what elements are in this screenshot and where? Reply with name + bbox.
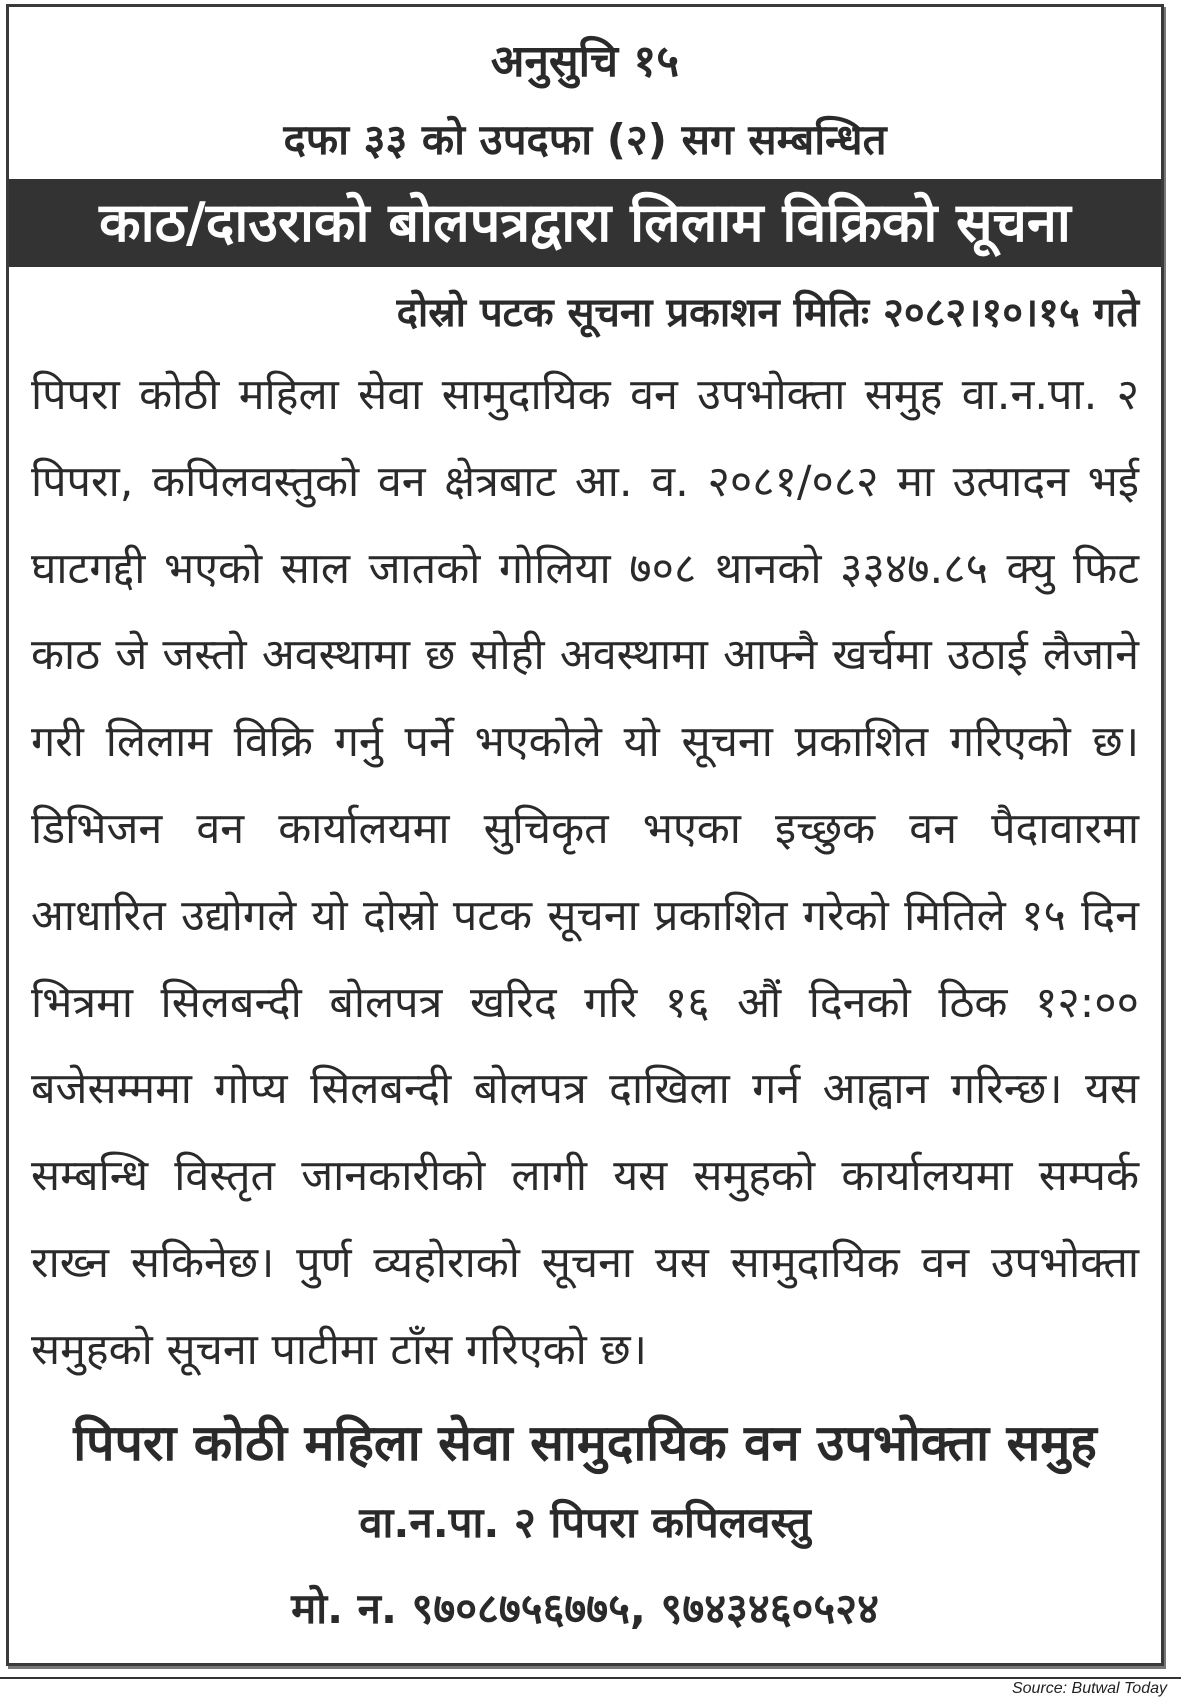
body-line: सम्बन्धि विस्तृत जानकारीको लागी यस समुहको कार्यालयमा सम्पर्क bbox=[31, 1151, 1139, 1202]
schedule-heading: अनुसुचि १५ bbox=[490, 36, 680, 87]
body-line: गरी लिलाम विक्रि गर्नु पर्ने भएकोले यो सूचना प्रकाशित गरिएको छ। bbox=[31, 717, 1139, 768]
contact-phone: मो. न. ९७०८७५६७७५, ९७४३४६०५२४ bbox=[291, 1584, 879, 1633]
body-line: समुहको सूचना पाटीमा टाँस गरिएको छ। bbox=[31, 1324, 647, 1375]
divider bbox=[0, 1677, 1181, 1679]
body-line: भित्रमा सिलबन्दी बोलपत्र खरिद गरि १६ औं दिनको ठिक १२:०० bbox=[31, 977, 1139, 1028]
body-line: घाटगद्दी भएको साल जातको गोलिया ७०८ थानको ३३४७.८५ क्यु फिट bbox=[31, 543, 1139, 594]
body-line: आधारित उद्योगले यो दोस्रो पटक सूचना प्रकाशित गरेको मितिले १५ दिन bbox=[31, 890, 1139, 941]
body-line: काठ जे जस्तो अवस्थामा छ सोही अवस्थामा आफ्नै खर्चमा उठाई लैजाने bbox=[31, 630, 1139, 681]
notice-title: काठ/दाउराको बोलपत्रद्वारा लिलाम विक्रिको सूचना bbox=[9, 179, 1161, 267]
body-line: राख्न सकिनेछ। पुर्ण व्यहोराको सूचना यस सामुदायिक वन उपभोक्ता bbox=[31, 1237, 1139, 1288]
body-line: बजेसम्ममा गोप्य सिलबन्दी बोलपत्र दाखिला गर्न आह्वान गरिन्छ। यस bbox=[31, 1064, 1139, 1115]
body-line: पिपरा, कपिलवस्तुको वन क्षेत्रबाट आ. व. २०८१/०८२ मा उत्पादन भई bbox=[31, 456, 1139, 507]
source-credit: Source: Butwal Today bbox=[1011, 1680, 1167, 1697]
organization-address: वा.न.पा. २ पिपरा कपिलवस्तु bbox=[359, 1498, 811, 1547]
notice-body bbox=[31, 355, 1139, 1397]
body-line: डिभिजन वन कार्यालयमा सुचिकृत भएका इच्छुक वन पैदावारमा bbox=[31, 803, 1139, 854]
body-line: पिपरा कोठी महिला सेवा सामुदायिक वन उपभोक्ता समुह वा.न.पा. २ bbox=[31, 370, 1139, 420]
notice-frame bbox=[6, 4, 1164, 1666]
reference-heading: दफा ३३ को उपदफा (२) सग सम्बन्धित bbox=[283, 115, 887, 164]
publication-date: दोस्रो पटक सूचना प्रकाशन मितिः २०८२।१०।१५ गते bbox=[396, 290, 1139, 336]
organization-name: पिपरा कोठी महिला सेवा सामुदायिक वन उपभोक्ता समुह bbox=[73, 1414, 1097, 1472]
